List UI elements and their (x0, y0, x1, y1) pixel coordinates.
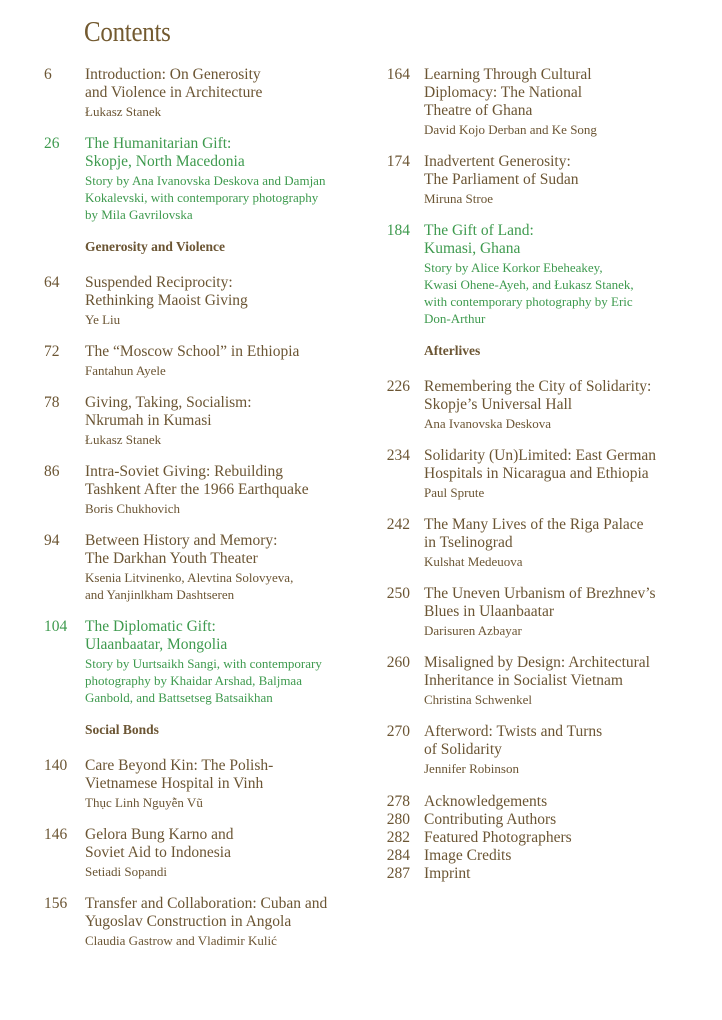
entry-body (85, 66, 372, 120)
entry-body (424, 654, 722, 708)
back-matter-label: Imprint (424, 865, 471, 882)
entry-body (85, 618, 372, 706)
entry-body (85, 463, 372, 517)
entry-author: Setiadi Sopandi (85, 864, 167, 879)
entry-author: Story by Uurtsaikh Sangi, with contemporary photography by Khaidar Arshad, Baljmaa Ganbold, and Battsetseg Batsaikhan (85, 656, 322, 705)
entry-author: Story by Alice Korkor Ebeheakey, Kwasi Ohene-Ayeh, and Łukasz Stanek, with contemporary photography by Eric Don-Arthur (424, 260, 634, 326)
back-matter-label: Image Credits (424, 847, 512, 864)
toc-entry[interactable] (0, 343, 372, 379)
back-matter-item[interactable] (374, 811, 722, 829)
page-number: 287 (386, 865, 410, 882)
entry-body (85, 532, 372, 603)
entry-body (424, 378, 722, 432)
entry-body (424, 447, 722, 501)
entry-author: Darisuren Azbayar (424, 623, 522, 638)
back-matter-item[interactable] (374, 793, 722, 811)
toc-entry-featured[interactable] (374, 222, 722, 327)
entry-author: Thục Linh Nguyễn Vũ (85, 795, 203, 810)
toc-entry[interactable] (374, 654, 722, 708)
back-matter-item[interactable] (374, 865, 722, 883)
entry-title: The Humanitarian Gift: Skopje, North Macedonia (85, 135, 245, 170)
page-number: 6 (44, 66, 52, 83)
toc-entry-featured[interactable] (0, 135, 372, 223)
page-number: 242 (386, 516, 410, 533)
entry-title: Transfer and Collaboration: Cuban and Yugoslav Construction in Angola (85, 895, 328, 930)
toc-entry[interactable] (374, 447, 722, 501)
page-number: 226 (386, 378, 410, 395)
back-matter-label: Contributing Authors (424, 811, 557, 828)
entry-title: Gelora Bung Karno and Soviet Aid to Indonesia (85, 826, 234, 861)
page-title: Contents (84, 16, 171, 48)
toc-entry[interactable] (0, 757, 372, 811)
toc-entry[interactable] (0, 463, 372, 517)
entry-title: Learning Through Cultural Diplomacy: The National Theatre of Ghana (424, 66, 592, 119)
entry-author: Claudia Gastrow and Vladimir Kulić (85, 933, 277, 948)
entry-author: Łukasz Stanek (85, 104, 162, 119)
contents-right-column (374, 66, 722, 883)
entry-body (424, 222, 722, 327)
page-number: 280 (386, 811, 410, 828)
section-heading: Social Bonds (85, 722, 159, 737)
entry-title: Intra-Soviet Giving: Rebuilding Tashkent After the 1966 Earthquake (85, 463, 309, 498)
entry-body (85, 343, 372, 379)
toc-entry[interactable] (374, 723, 722, 777)
page-number: 282 (386, 829, 410, 846)
page-number: 270 (386, 723, 410, 740)
entry-title: Inadvertent Generosity: The Parliament of Sudan (424, 153, 579, 188)
back-matter-item[interactable] (374, 829, 722, 847)
entry-author: Boris Chukhovich (85, 501, 180, 516)
entry-title: The Many Lives of the Riga Palace in Tselinograd (424, 516, 644, 551)
toc-entry[interactable] (374, 585, 722, 639)
entry-author: Łukasz Stanek (85, 432, 162, 447)
toc-entry[interactable] (374, 66, 722, 138)
toc-entry[interactable] (374, 516, 722, 570)
entry-body (424, 723, 722, 777)
toc-entry[interactable] (0, 532, 372, 603)
entry-author: Ksenia Litvinenko, Alevtina Solovyeva, and Yanjinlkham Dashtseren (85, 570, 294, 602)
page-number: 156 (44, 895, 68, 912)
entry-title: Giving, Taking, Socialism: Nkrumah in Kumasi (85, 394, 252, 429)
back-matter-item[interactable] (374, 847, 722, 865)
entry-body (424, 66, 722, 138)
entry-title: Introduction: On Generosity and Violence in Architecture (85, 66, 263, 101)
toc-entry[interactable] (374, 153, 722, 207)
section-heading: Generosity and Violence (85, 239, 225, 254)
entry-title: Afterword: Twists and Turns of Solidarity (424, 723, 603, 758)
page-number: 72 (44, 343, 60, 360)
entry-author: Miruna Stroe (424, 191, 493, 206)
entry-title: Care Beyond Kin: The Polish- Vietnamese Hospital in Vinh (85, 757, 274, 792)
page-number: 184 (386, 222, 410, 239)
page-number: 146 (44, 826, 68, 843)
page-number: 250 (386, 585, 410, 602)
contents-left-column (0, 66, 372, 964)
entry-body (85, 274, 372, 328)
section-heading: Afterlives (424, 343, 481, 358)
entry-author: David Kojo Derban and Ke Song (424, 122, 597, 137)
entry-author: Christina Schwenkel (424, 692, 532, 707)
entry-title: Between History and Memory: The Darkhan Youth Theater (85, 532, 278, 567)
entry-title: Suspended Reciprocity: Rethinking Maoist Giving (85, 274, 248, 309)
page-number: 64 (44, 274, 60, 291)
page-number: 94 (44, 532, 60, 549)
page-number: 78 (44, 394, 60, 411)
entry-title: Misaligned by Design: Architectural Inheritance in Socialist Vietnam (424, 654, 650, 689)
back-matter-label: Featured Photographers (424, 829, 572, 846)
entry-body (424, 516, 722, 570)
entry-author: Ana Ivanovska Deskova (424, 416, 552, 431)
entry-author: Ye Liu (85, 312, 121, 327)
entry-title: The Uneven Urbanism of Brezhnev’s Blues in Ulaanbaatar (424, 585, 656, 620)
entry-body (424, 153, 722, 207)
entry-title: The “Moscow School” in Ethiopia (85, 343, 300, 360)
toc-entry[interactable] (374, 378, 722, 432)
entry-body (85, 135, 372, 223)
entry-author: Kulshat Medeuova (424, 554, 523, 569)
toc-entry-featured[interactable] (0, 618, 372, 706)
page-number: 140 (44, 757, 68, 774)
page-number: 86 (44, 463, 60, 480)
entry-title: Remembering the City of Solidarity: Skopje’s Universal Hall (424, 378, 652, 413)
page-number: 284 (386, 847, 410, 864)
entry-author: Fantahun Ayele (85, 363, 166, 378)
back-matter-list (374, 793, 722, 883)
toc-entry[interactable] (0, 274, 372, 328)
entry-body (85, 826, 372, 880)
page-number: 234 (386, 447, 410, 464)
entry-body (85, 394, 372, 448)
toc-entry[interactable] (0, 394, 372, 448)
page-number: 278 (386, 793, 410, 810)
page-number: 104 (44, 618, 68, 635)
entry-title: Solidarity (Un)Limited: East German Hospitals in Nicaragua and Ethiopia (424, 447, 657, 482)
entry-title: The Diplomatic Gift: Ulaanbaatar, Mongolia (85, 618, 228, 653)
page-number: 174 (386, 153, 410, 170)
toc-entry[interactable] (0, 826, 372, 880)
entry-author: Jennifer Robinson (424, 761, 519, 776)
entry-title: The Gift of Land: Kumasi, Ghana (424, 222, 534, 257)
page-number: 26 (44, 135, 60, 152)
entry-body (85, 757, 372, 811)
page-number: 164 (386, 66, 410, 83)
entry-author: Paul Sprute (424, 485, 485, 500)
entry-author: Story by Ana Ivanovska Deskova and Damjan Kokalevski, with contemporary photography by Mila Gavrilovska (85, 173, 326, 222)
back-matter-label: Acknowledgements (424, 793, 548, 810)
toc-entry[interactable] (0, 895, 372, 949)
page-number: 260 (386, 654, 410, 671)
entry-body (85, 895, 372, 949)
toc-entry[interactable] (0, 66, 372, 120)
entry-body (424, 585, 722, 639)
